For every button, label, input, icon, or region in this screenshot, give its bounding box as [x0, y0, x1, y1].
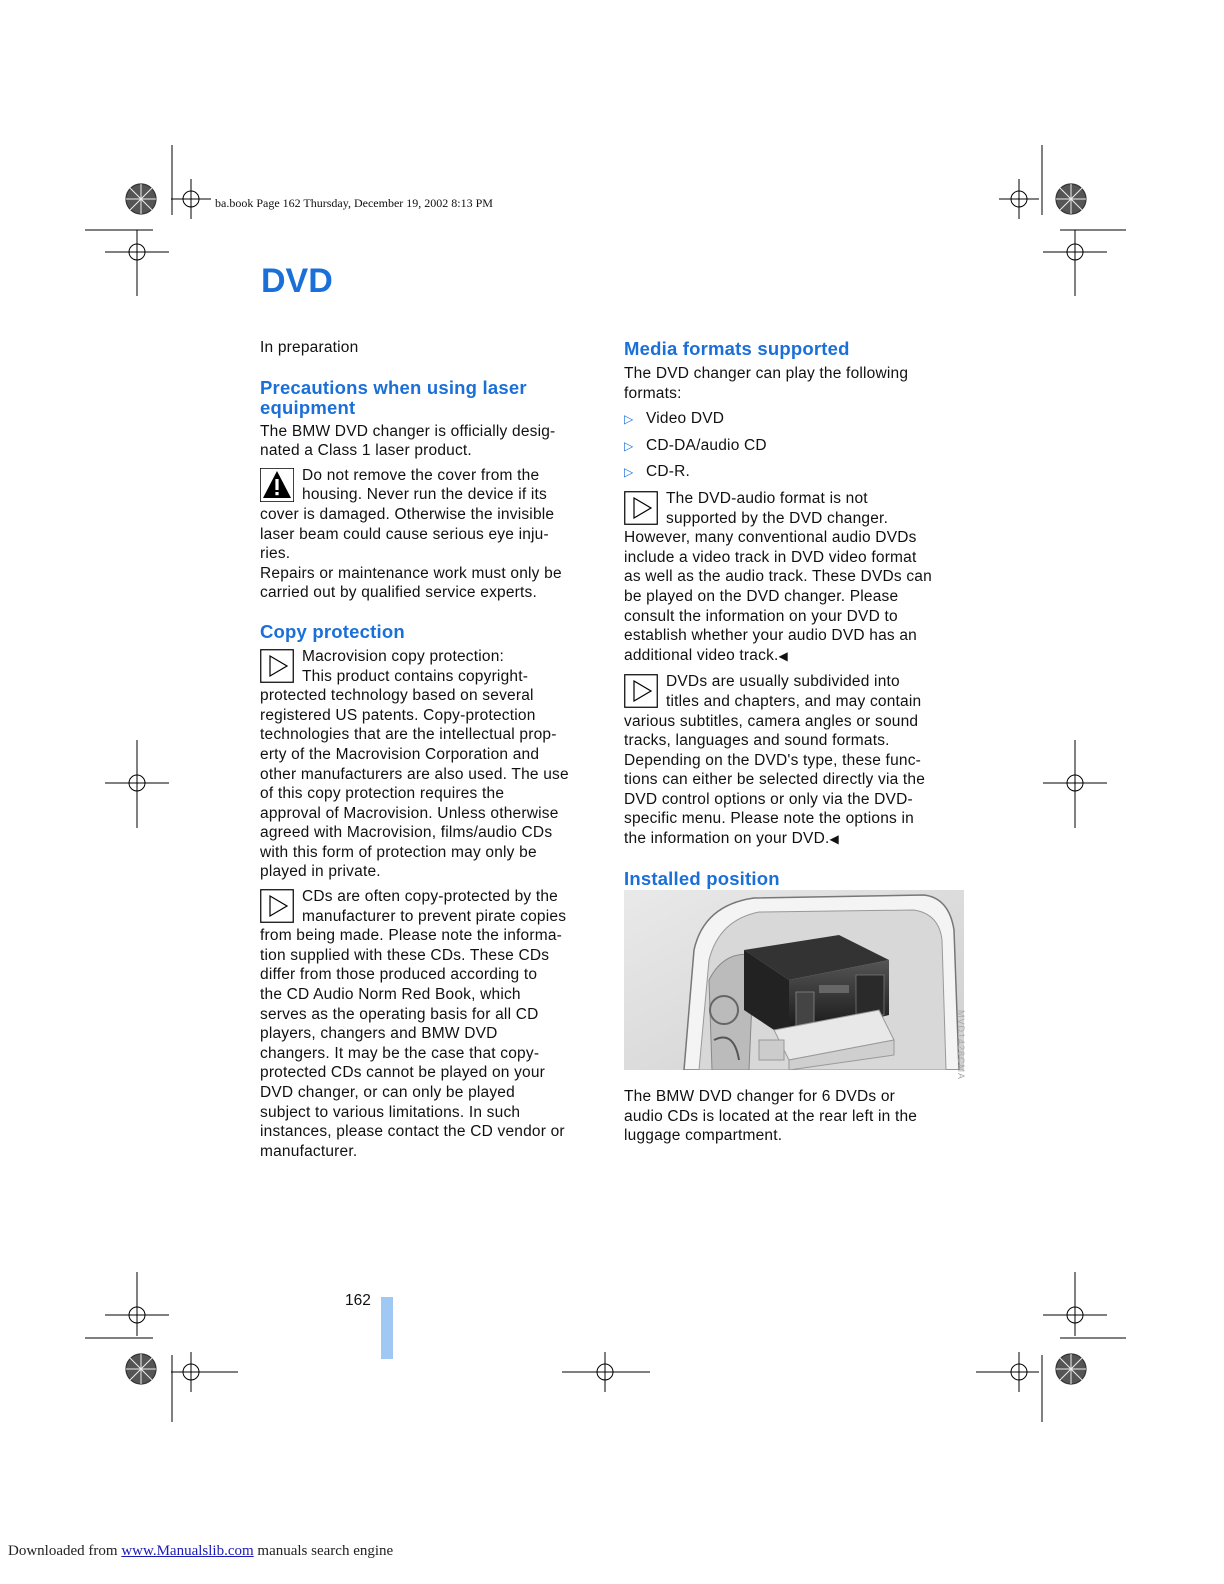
text-line: technologies that are the intellectual prop- [260, 726, 557, 744]
text-line: protected CDs cannot be played on your [260, 1064, 546, 1082]
text-line: ries. [260, 545, 291, 563]
text-line: be played on the DVD changer. Please [624, 587, 899, 605]
list-item-label: CD-R. [646, 463, 691, 481]
text-line: subject to various limitations. In such [260, 1103, 521, 1121]
text-line: played in private. [260, 863, 381, 881]
text-line: agreed with Macrovision, films/audio CDs [260, 824, 553, 842]
section-heading-copy-protection: Copy protection [260, 620, 405, 642]
text-line: erty of the Macrovision Corporation and [260, 745, 540, 763]
note-arrow-icon [260, 649, 294, 683]
text-line: However, many conventional audio DVDs [624, 529, 917, 547]
text-line: with this form of protection may only be [260, 843, 537, 861]
text-line: manufacturer. [260, 1142, 358, 1160]
section-heading-media-formats: Media formats supported [624, 338, 850, 359]
text-line: supported by the DVD changer. [666, 509, 889, 527]
warning-note [260, 466, 600, 603]
note-dvd-audio [624, 489, 969, 666]
text-line: laser beam could cause serious eye inju- [260, 525, 549, 543]
text-line: manufacturer to prevent pirate copies [302, 907, 567, 925]
image-code: MVD1428CMA [956, 1010, 966, 1081]
text-line: specific menu. Please note the options in [624, 810, 914, 828]
heading-line: Precautions when using laser [260, 376, 527, 398]
text-line: instances, please contact the CD vendor or [260, 1123, 565, 1141]
page-title: DVD [261, 262, 333, 300]
heading-line: equipment [260, 396, 356, 418]
text-line: tion supplied with these CDs. These CDs [260, 946, 550, 964]
end-of-note-icon: ◀ [778, 648, 788, 663]
list-item [624, 436, 969, 457]
text-line: titles and chapters, and may contain [666, 692, 922, 710]
text-line: formats: [624, 384, 682, 402]
text-line: tions can either be selected directly via the [624, 771, 926, 789]
media-formats-body [624, 364, 969, 403]
text-line: DVDs are usually subdivided into [666, 673, 900, 691]
list-item [624, 409, 969, 430]
section-heading-installed-position: Installed position [624, 867, 780, 889]
page-number: 162 [345, 1292, 371, 1309]
text-line: CDs are often copy-protected by the [302, 888, 558, 906]
text-line: from being made. Please note the informa- [260, 927, 562, 945]
text-line: The BMW DVD changer for 6 DVDs or [624, 1088, 896, 1105]
text-line: protected technology based on several [260, 687, 534, 705]
text-line: establish whether your audio DVD has an [624, 627, 917, 645]
text-line: audio CDs is located at the rear left in the [624, 1107, 918, 1125]
text-line: DVD control options or only via the DVD- [624, 790, 913, 808]
manualslib-link[interactable]: www.Manualslib.com [121, 1543, 254, 1559]
intro-text: In preparation [260, 339, 359, 356]
note-dvd-structure [624, 672, 969, 849]
text-line: The DVD changer can play the following [624, 365, 909, 382]
laser-body [260, 422, 600, 461]
text-line: differ from those produced according to [260, 966, 538, 984]
text-line: registered US patents. Copy-protection [260, 706, 536, 724]
note-arrow-icon [260, 889, 294, 923]
text-line: approval of Macrovision. Unless otherwise [260, 804, 559, 822]
page-tab-bar [381, 1297, 393, 1359]
text-line: nated a Class 1 laser product. [260, 442, 472, 460]
text-line: carried out by qualified service experts. [260, 584, 537, 602]
text-line: as well as the audio track. These DVDs can [624, 568, 932, 586]
text-line: additional video track. [624, 646, 779, 664]
note-arrow-icon [624, 491, 658, 525]
text-line: Do not remove the cover from the [302, 466, 540, 484]
text-line: The DVD-audio format is not [666, 489, 868, 507]
text-line: The BMW DVD changer is officially desig- [260, 422, 556, 440]
text-line: tracks, languages and sound formats. [624, 732, 890, 750]
download-footer [8, 1543, 393, 1560]
text-line: various subtitles, camera angles or sound [624, 712, 919, 730]
text-line: other manufacturers are also used. The use [260, 765, 569, 783]
footer-suffix: manuals search engine [253, 1543, 394, 1559]
list-item-label: CD-DA/audio CD [646, 436, 767, 454]
section-heading-laser [260, 378, 600, 418]
print-header: ba.book Page 162 Thursday, December 19, 2002 8:13 PM [215, 196, 493, 210]
dvd-changer-drawing [624, 890, 964, 1070]
dvd-changer-illustration [624, 890, 964, 1070]
text-line: of this copy protection requires the [260, 785, 505, 803]
text-line: serves as the operating basis for all CD [260, 1005, 539, 1023]
bullet-arrow-icon: ▷ [624, 438, 634, 453]
text-line: This product contains copyright- [302, 667, 529, 685]
end-of-note-icon: ◀ [829, 832, 839, 847]
note-macrovision [260, 647, 600, 882]
text-line: include a video track in DVD video format [624, 548, 917, 566]
text-line: cover is damaged. Otherwise the invisible [260, 505, 555, 523]
list-item [624, 462, 969, 483]
text-line: DVD changer, or can only be played [260, 1084, 515, 1101]
text-line: housing. Never run the device if its [302, 486, 547, 504]
note-arrow-icon [624, 674, 658, 708]
footer-prefix: Downloaded from [8, 1543, 122, 1559]
installed-position-caption [624, 1087, 969, 1146]
text-line: luggage compartment. [624, 1127, 783, 1145]
text-line: the CD Audio Norm Red Book, which [260, 986, 521, 1004]
left-column [260, 338, 600, 1161]
text-line: Repairs or maintenance work must only be [260, 564, 562, 582]
text-line: players, changers and BMW DVD [260, 1025, 498, 1043]
warning-triangle-icon [260, 468, 294, 502]
right-column [624, 339, 969, 889]
text-line: Macrovision copy protection: [302, 647, 505, 665]
note-copy-protected-cds [260, 887, 600, 1161]
text-line: Depending on the DVD's type, these func- [624, 751, 922, 769]
text-line: changers. It may be the case that copy- [260, 1044, 540, 1062]
text-line: the information on your DVD. [624, 830, 830, 848]
bullet-arrow-icon: ▷ [624, 412, 634, 427]
text-line: consult the information on your DVD to [624, 607, 898, 625]
bullet-arrow-icon: ▷ [624, 465, 634, 480]
list-item-label: Video DVD [646, 410, 725, 428]
